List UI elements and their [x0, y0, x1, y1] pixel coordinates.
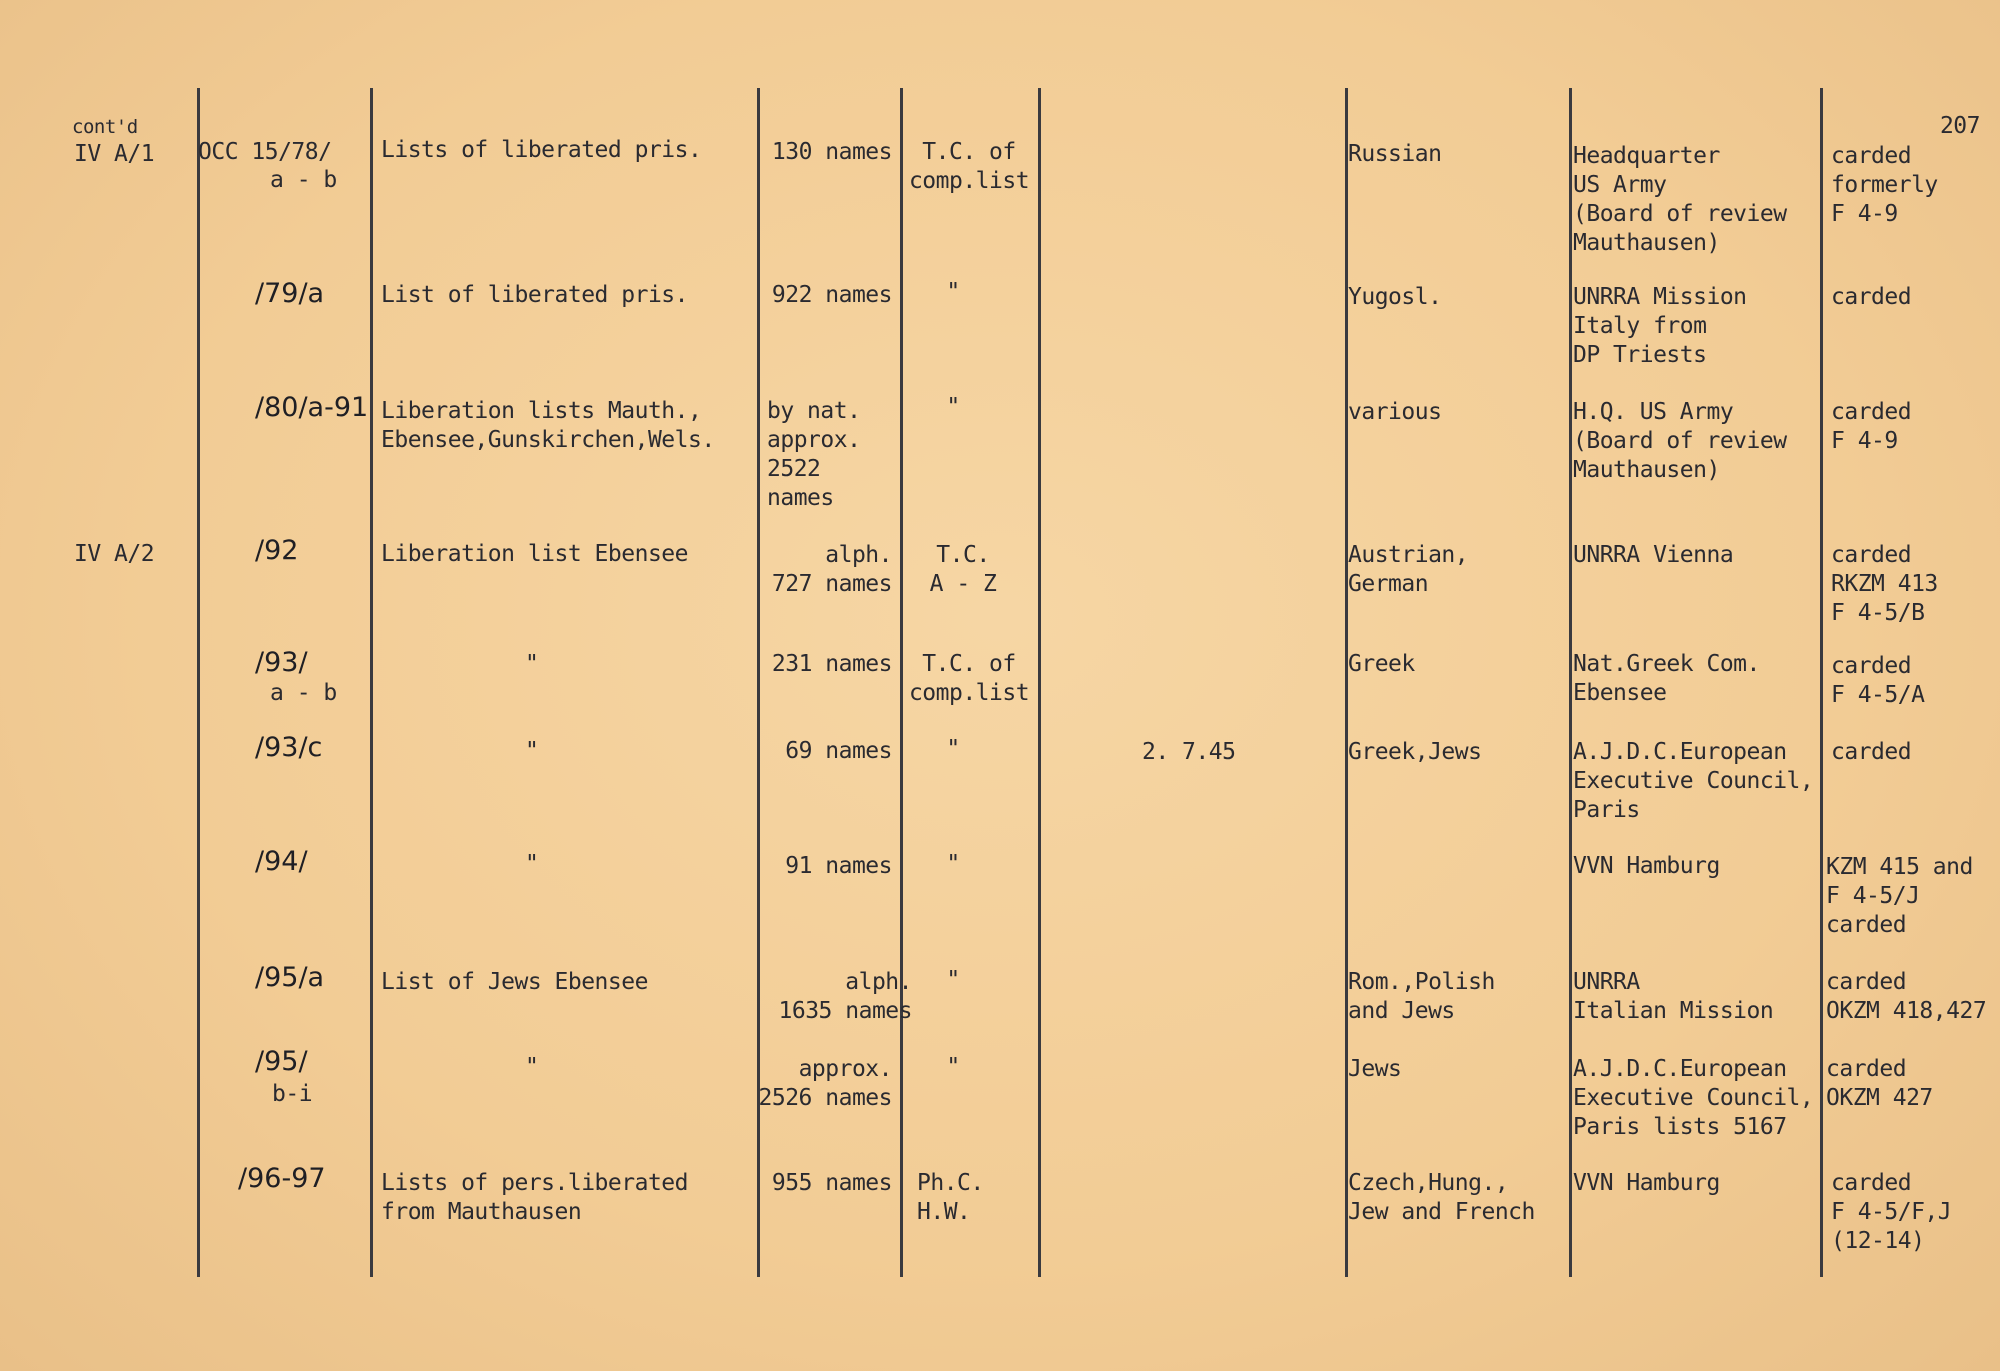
reference-number: /94/ — [255, 846, 308, 877]
reference-number: /93/c — [255, 732, 323, 763]
source: UNRRA Vienna — [1573, 542, 1734, 568]
column-rule — [1569, 88, 1572, 1277]
reference-number: /93/ — [255, 647, 308, 678]
list-title: List of liberated pris. — [381, 282, 688, 308]
source: H.Q. US Army (Board of review Mauthausen) — [1573, 399, 1787, 483]
list-title: Lists of pers.liberated from Mauthausen — [381, 1170, 688, 1225]
name-count: 955 names — [771, 1170, 892, 1196]
notes: carded — [1831, 284, 1912, 310]
notes: carded formerly F 4-9 — [1831, 143, 1938, 227]
reference-number: /80/a-91 — [255, 392, 369, 423]
column-rule — [197, 88, 200, 1277]
reference-suffix: a - b — [270, 680, 337, 706]
name-count: alph. 727 names — [771, 542, 892, 597]
record-type: T.C. of comp.list — [908, 651, 1030, 706]
record-type: " — [946, 967, 960, 993]
column-rule — [1038, 88, 1041, 1277]
reference-suffix: a - b — [270, 167, 337, 193]
notes: carded OKZM 418,427 — [1826, 969, 1987, 1024]
nationality: Greek,Jews — [1348, 739, 1482, 765]
list-title: " — [525, 738, 539, 764]
record-type: " — [946, 1054, 960, 1080]
list-title: Liberation list Ebensee — [381, 541, 688, 567]
name-count: 922 names — [771, 282, 892, 308]
nationality: Greek — [1348, 651, 1415, 677]
source: UNRRA Mission Italy from DP Triests — [1573, 284, 1747, 368]
name-count: 231 names — [771, 651, 892, 677]
notes: carded — [1831, 739, 1912, 765]
name-count: 91 names — [785, 853, 892, 879]
notes: carded F 4-9 — [1831, 399, 1912, 454]
list-title: Lists of liberated pris. — [381, 137, 702, 163]
source: UNRRA Italian Mission — [1573, 969, 1774, 1024]
nationality: Czech,Hung., Jew and French — [1348, 1170, 1535, 1225]
entry-date: 2. 7.45 — [1142, 739, 1236, 765]
nationality: Jews — [1348, 1056, 1402, 1082]
notes: carded F 4-5/F,J (12-14) — [1831, 1170, 1952, 1254]
reference-number: /95/a — [255, 962, 325, 993]
reference-number: /95/ — [255, 1046, 308, 1077]
column-rule — [370, 88, 373, 1277]
record-type: " — [946, 736, 960, 762]
list-title: Liberation lists Mauth., Ebensee,Gunskirchen,Wels. — [381, 398, 715, 453]
record-type: " — [946, 394, 960, 420]
source: Nat.Greek Com. Ebensee — [1573, 651, 1760, 706]
reference-number: /92 — [255, 535, 299, 566]
notes: carded OKZM 427 — [1826, 1056, 1933, 1111]
group-code: IV A/2 — [74, 541, 155, 567]
list-title: List of Jews Ebensee — [381, 969, 648, 995]
source: VVN Hamburg — [1573, 1170, 1720, 1196]
record-type: " — [946, 279, 960, 305]
continued-label: cont'd — [72, 116, 138, 138]
name-count: alph. 1635 names — [778, 969, 912, 1024]
notes: carded RKZM 413 F 4-5/B — [1831, 542, 1938, 626]
reference-number: OCC 15/78/ — [198, 139, 332, 165]
reference-number: /79/a — [255, 278, 325, 309]
record-type: T.C. of comp.list — [908, 139, 1030, 194]
source: VVN Hamburg — [1573, 853, 1720, 879]
column-rule — [1820, 88, 1823, 1277]
column-rule — [1345, 88, 1348, 1277]
notes: KZM 415 and F 4-5/J carded — [1826, 854, 1973, 938]
reference-suffix: b-i — [272, 1081, 313, 1107]
list-title: " — [525, 1054, 539, 1080]
nationality: Rom.,Polish and Jews — [1348, 969, 1495, 1024]
list-title: " — [525, 651, 539, 677]
nationality: Russian — [1348, 141, 1442, 167]
nationality: Yugosl. — [1348, 284, 1442, 310]
name-count: by nat. approx. 2522 names — [767, 398, 861, 511]
name-count: 69 names — [785, 738, 892, 764]
record-type: Ph.C. H.W. — [917, 1170, 984, 1225]
nationality: various — [1348, 399, 1442, 425]
source: A.J.D.C.European Executive Council, Paris lists 5167 — [1573, 1056, 1814, 1140]
nationality: Austrian, German — [1348, 542, 1469, 597]
source: Headquarter US Army (Board of review Mauthausen) — [1573, 143, 1787, 256]
page-number: 207 — [1939, 113, 1980, 139]
notes: carded F 4-5/A — [1831, 653, 1925, 708]
name-count: approx. 2526 names — [758, 1056, 892, 1111]
record-type: T.C. A - Z — [929, 542, 997, 597]
name-count: 130 names — [771, 139, 892, 165]
list-title: " — [525, 851, 539, 877]
group-code: IV A/1 — [74, 141, 155, 167]
reference-number: /96-97 — [238, 1163, 326, 1194]
record-type: " — [946, 851, 960, 877]
source: A.J.D.C.European Executive Council, Paris — [1573, 739, 1814, 823]
